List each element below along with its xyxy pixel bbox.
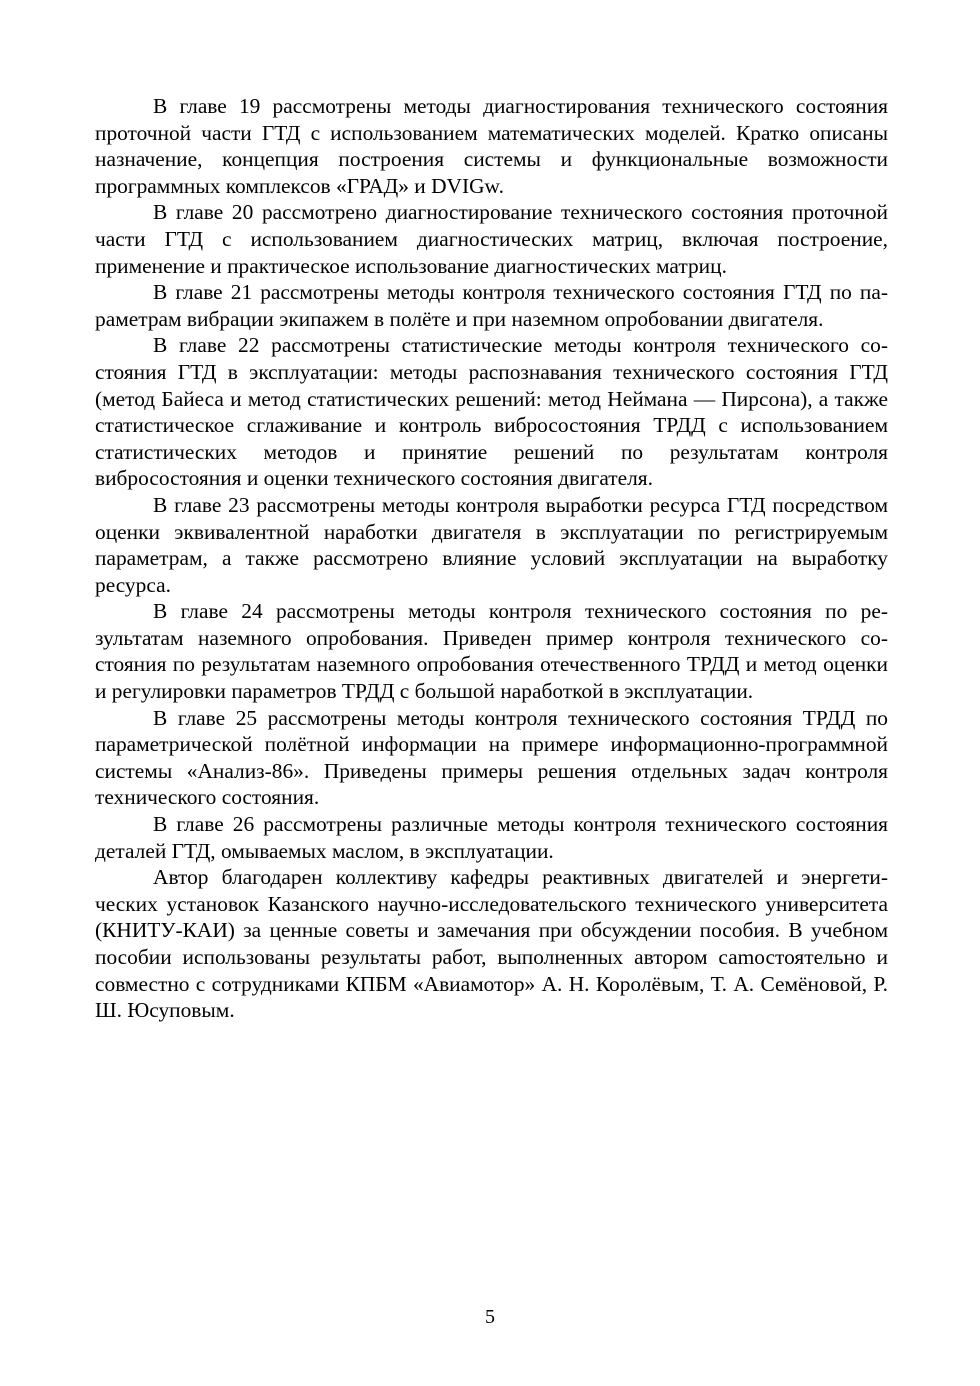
paragraph-chapter-25: В главе 25 рассмотрены методы контроля технического состояния ТРДД по параметрической полётной информации на примере информационно-программной системы «Анализ-86». Приведены примеры решения отдельных задач контроля технического состояния. <box>95 705 888 810</box>
paragraph-chapter-19: В главе 19 рассмотрены методы диагностирования технического состояния проточной части ГТД с использованием математических моделей. Кратко описаны назначение, концепция построения системы и функциональные возможности программных комплексов «ГРАД» и DVIGw. <box>95 94 888 198</box>
page-number: 5 <box>485 1306 495 1328</box>
paragraph-chapter-26: В главе 26 рассмотрены различные методы контроля технического состояния деталей ГТД, омываемых маслом, в эксплуатации. <box>95 812 888 863</box>
paragraph-chapter-24: В главе 24 рассмотрены методы контроля технического состояния по результатам наземного опробования. Приведен пример контроля технического состояния по результатам наземного опробования отечественного ТРДД и метод оценки и регулировки параметров ТРДД с большой наработкой в эксплуатации. <box>95 599 888 704</box>
paragraph-chapter-21: В главе 21 рассмотрены методы контроля технического состояния ГТД по параметрам вибрации экипажем в полёте и при наземном опробовании двигателя. <box>95 280 888 331</box>
paragraph-chapter-20: В главе 20 рассмотрено диагностирование технического состояния проточной части ГТД с использованием диагностических матриц, включая построение, применение и практическое использование диагностических матриц. <box>95 200 888 278</box>
paragraph-acknowledgements: Автор благодарен коллективу кафедры реактивных двигателей и энергетических установок Казанского научно-исследовательского технического университета (КНИТУ-КАИ) за ценные советы и замечания при обсуждении пособия. В учебном пособии использованы результаты работ, выполненных автором саmостоятельно и совместно с сотрудниками КПБМ «Авиамотор» А. Н. Королёвым, Т. А. Семёновой, Р. Ш. Юсуповым. <box>95 865 888 1023</box>
paragraph-chapter-22: В главе 22 рассмотрены статистические методы контроля технического состояния ГТД в эксплуатации: методы распознавания технического состояния ГТД (метод Байеса и метод статистических решений: метод Неймана — Пирсона), а также статистическое сглаживание и контроль вибросостояния ТРДД с использованием статистических методов и принятие решений по результатам контроля вибросостояния и оценки технического состояния двигателя. <box>95 333 888 491</box>
body-text <box>95 93 888 1024</box>
paragraph-chapter-23: В главе 23 рассмотрены методы контроля выработки ресурса ГТД посредством оценки эквивалентной наработки двигателя в эксплуатации по регистрируемым параметрам, а также рассмотрено влияние условий эксплуатации на выработку ресурса. <box>95 492 888 597</box>
